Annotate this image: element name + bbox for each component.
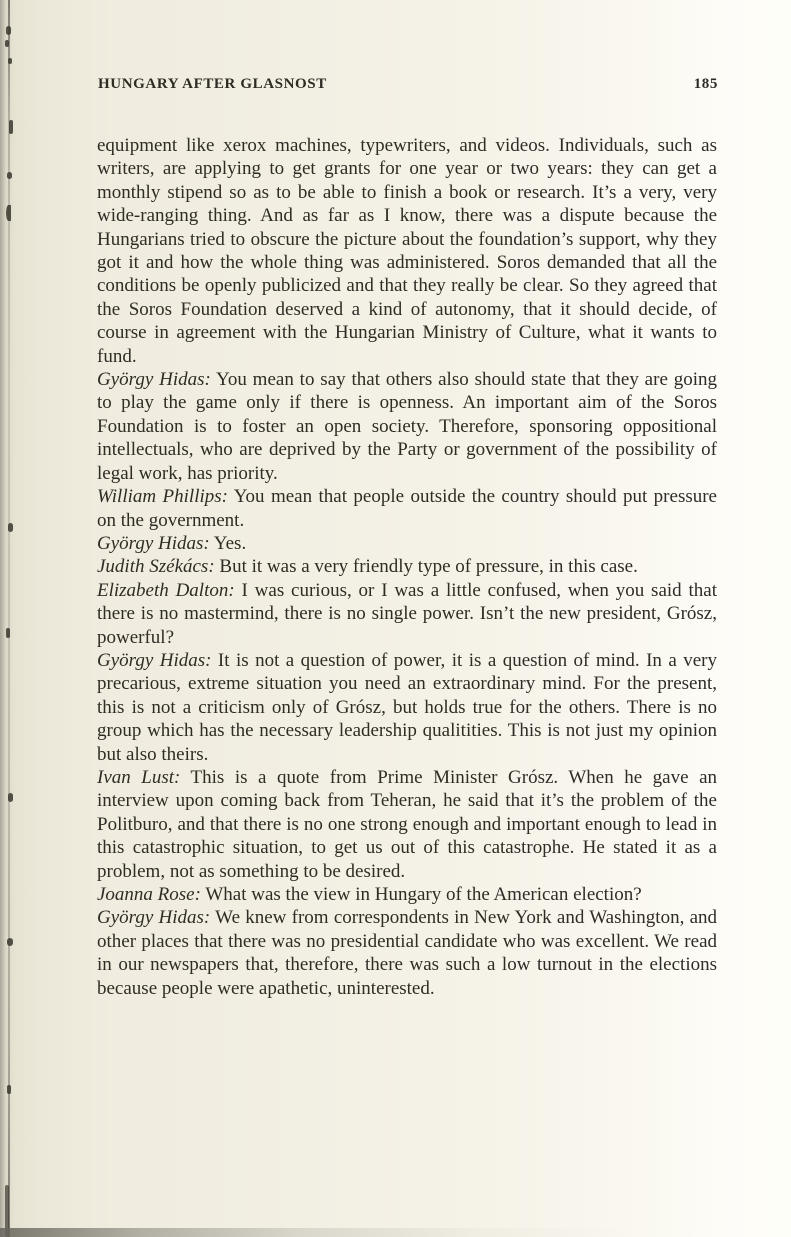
scan-artifact bbox=[7, 172, 12, 179]
scan-artifact bbox=[6, 26, 11, 35]
speaker-name: György Hidas: bbox=[97, 907, 211, 929]
speaker-name: Ivan Lust: bbox=[97, 766, 181, 788]
dialogue-paragraph: György Hidas: Yes. bbox=[97, 532, 247, 554]
speaker-name: György Hidas: bbox=[97, 369, 211, 391]
dialogue-paragraph: György Hidas: You mean to say that others also should state that they are going to play the game only if there is openness. An important aim of the Soros Foundation is to foster an open society. Therefore, sponsoring oppositional intellectuals, who are deprived by the Party or government of the possibility of legal work, has priority. bbox=[97, 369, 718, 484]
running-head bbox=[98, 76, 718, 93]
scan-artifact bbox=[8, 58, 12, 64]
dialogue-paragraph: György Hidas: We knew from correspondents in New York and Washington, and other places that there was no presidential candidate who was excellent. We read in our newspapers that, therefore, there was such a low turnout in the elections because people were apathetic, uninterested. bbox=[97, 907, 717, 999]
dialogue-paragraph: Joanna Rose: What was the view in Hungary of the American election? bbox=[97, 884, 642, 905]
dialogue-paragraph: Elizabeth Dalton: I was curious, or I was a little confused, when you said that there is no mastermind, there is no single power. Isn’t the new president, Grósz, powerful? bbox=[97, 579, 717, 648]
speaker-name: György Hidas: bbox=[97, 649, 212, 671]
scan-artifact bbox=[9, 120, 13, 134]
dialogue-paragraph: Judith Székács: But it was a very friendly type of pressure, in this case. bbox=[97, 556, 638, 578]
scan-artifact bbox=[6, 205, 11, 221]
speaker-name: Judith Székács: bbox=[97, 556, 215, 578]
dialogue-paragraph: György Hidas: It is not a question of power, it is a question of mind. In a very precarious, extreme situation you need an extraordinary mind. For the present, this is not a criticism only of Grósz, but holds true for the others. There is no group which has the necessary leadership qualitities. This is not just my opinion but also theirs. bbox=[97, 649, 717, 765]
scan-artifact bbox=[7, 938, 13, 946]
scan-artifact bbox=[6, 628, 10, 638]
scan-artifact bbox=[7, 1085, 11, 1094]
page-number: 185 bbox=[693, 76, 718, 92]
chapter-title: HUNGARY AFTER GLASNOST bbox=[98, 76, 327, 92]
scan-artifact bbox=[8, 523, 13, 532]
scan-bottom-shadow bbox=[0, 1228, 791, 1237]
dialogue-paragraph: equipment like xerox machines, typewriters, and videos. Individuals, such as writers, are applying to get grants for one year or two years: they can get a monthly stipend so as to be able to finish a book or research. It’s a very, very wide-ranging thing. And as far as I know, there was a dispute because the Hungarians tried to obscure the picture about the foundation’s support, why they got it and how the whole thing was administered. Soros demanded that all the conditions be openly publicized and that they really be clear. So they agreed that the Soros Foundation deserved a kind of autonomy, that it should decide, of course in agreement with the Hungarian Ministry of Culture, what it wants to fund. bbox=[97, 135, 717, 367]
page-spine-edge bbox=[8, 0, 10, 1237]
text-block bbox=[97, 134, 717, 1000]
speaker-name: William Phillips: bbox=[97, 486, 228, 508]
scan-artifact bbox=[5, 40, 9, 47]
speaker-name: György Hidas: bbox=[97, 532, 210, 554]
speaker-name: Joanna Rose: bbox=[97, 884, 201, 905]
dialogue-paragraph: William Phillips: You mean that people outside the country should put pressure on the government. bbox=[97, 486, 717, 531]
scan-artifact bbox=[8, 793, 13, 802]
speaker-name: Elizabeth Dalton: bbox=[97, 579, 235, 601]
dialogue-paragraph: Ivan Lust: This is a quote from Prime Minister Grósz. When he gave an interview upon coming back from Teheran, he said that it’s the problem of the Politburo, and that there is no one strong enough and important enough to lead in this catastrophic situation, to get us out of this catastrophe. He stated it as a problem, not as something to be desired. bbox=[97, 766, 717, 882]
